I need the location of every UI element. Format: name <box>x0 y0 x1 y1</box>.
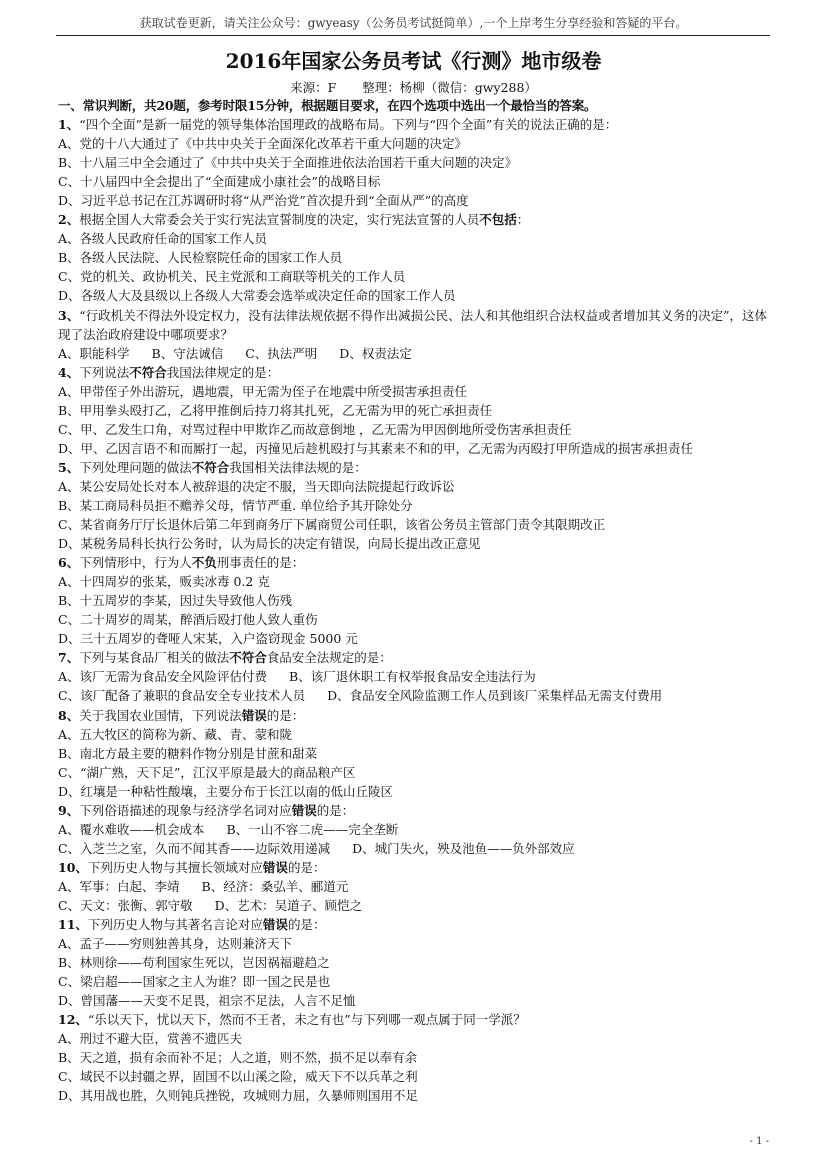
question-text: 关于我国农业国情，下列说法 <box>79 707 242 723</box>
question-stem <box>58 210 770 229</box>
question-text-tail: 的是： <box>287 859 326 875</box>
question-stem <box>58 648 770 667</box>
option-c: C、执法严明 <box>245 345 318 361</box>
question-emphasis: 不符合 <box>229 650 267 666</box>
option-b: B、天之道，损有余而补不足；人之道，则不然，损不足以奉有余 <box>58 1050 418 1066</box>
question-stem <box>58 1010 770 1029</box>
question-stem <box>58 363 770 382</box>
option-a: A、党的十八大通过了《中共中央关于全面深化改革若干重大问题的决定》 <box>58 136 468 152</box>
header-notice: 获取试卷更新，请关注公众号：gwyeasy（公务员考试挺简单）,一个上岸考生分享经验和答疑的平台。 <box>139 16 688 30</box>
question-number: 7、 <box>58 650 80 666</box>
option-a: A、覆水难收——机会成本 <box>58 821 205 837</box>
option-d: D、权责法定 <box>339 345 412 361</box>
question-stem <box>58 458 770 477</box>
question-text: 下列历史人物与其擅长领域对应 <box>87 859 263 875</box>
question-number: 11、 <box>58 917 88 933</box>
option-c: C、梁启超——国家之主人为谁？即一国之民是也 <box>58 974 331 990</box>
editor-label: 整理：杨柳（微信：gwy288） <box>362 80 537 95</box>
option-d: D、城门失火，殃及池鱼——负外部效应 <box>352 840 575 856</box>
question-number: 5、 <box>58 459 80 475</box>
document-title: 2016年国家公务员考试《行测》地市级卷 <box>225 49 602 73</box>
option-a: A、该厂无需为食品安全风险评估付费 <box>58 669 268 685</box>
question-text: 下列说法 <box>79 364 130 380</box>
option-c: C、二十周岁的周某，醉酒后殴打他人致人重伤 <box>58 612 318 628</box>
question-emphasis: 错误 <box>262 859 288 875</box>
question-stem <box>58 306 770 344</box>
question-text-tail: 我国相关法律法规的是： <box>229 459 367 475</box>
option-c: C、某省商务厅厅长退休后第二年到商务厅下属商贸公司任职，该省公务员主管部门责令其限期改正 <box>58 517 606 533</box>
question-number: 9、 <box>58 802 80 818</box>
option-d: D、甲、乙因言语不和而厮打一起，丙撞见后趁机殴打与其素来不和的甲，乙无需为丙殴打甲所造成的损害承担责任 <box>58 440 694 456</box>
question-stem <box>58 553 770 572</box>
option-a: A、孟子——穷则独善其身，达则兼济天下 <box>58 936 293 952</box>
question-text: 根据全国人大常委会关于实行宪法宣誓制度的决定，实行宪法宣誓的人员 <box>79 212 480 228</box>
question-emphasis: 错误 <box>262 917 288 933</box>
question-number: 10、 <box>58 859 88 875</box>
section-heading: 一、常识判断，共20题，参考时限15分钟，根据题目要求，在四个选项中选出一个最恰当的答案。 <box>58 98 597 113</box>
option-a: A、十四周岁的张某，贩卖冰毒 0.2 克 <box>58 574 270 590</box>
question-text-tail: 我国法律规定的是： <box>166 364 280 380</box>
option-c: C、天文：张衡、郭守敬 <box>58 897 193 913</box>
option-b: B、一山不容二虎——完全垄断 <box>226 821 399 837</box>
option-d: D、曾国藩——天变不足畏，祖宗不足法，人言不足恤 <box>58 993 356 1009</box>
option-b: B、南北方最主要的糖料作物分别是甘蔗和甜菜 <box>58 745 318 761</box>
option-a: A、刑过不避大臣，赏善不遗匹夫 <box>58 1031 243 1047</box>
question-emphasis: 不符合 <box>129 364 167 380</box>
option-row <box>58 667 770 686</box>
header-divider <box>56 35 770 36</box>
question-number: 2、 <box>58 212 80 228</box>
option-c: C、“湖广熟，天下足”，江汉平原是最大的商品粮产区 <box>58 764 356 780</box>
question-number: 1、 <box>58 117 80 133</box>
option-d: D、艺术：吴道子、顾恺之 <box>214 897 363 913</box>
option-b: B、十八届三中全会通过了《中共中央关于全面推进依法治国若干重大问题的决定》 <box>58 155 518 171</box>
question-emphasis: 错误 <box>241 707 267 723</box>
option-b: B、经济：桑弘羊、郦道元 <box>201 878 349 894</box>
question-text-tail: ： <box>516 212 530 228</box>
question-text-tail: 食品安全法规定的是： <box>266 650 392 666</box>
option-d: D、各级人大及县级以上各级人大常委会选举或决定任命的国家工作人员 <box>58 288 456 304</box>
option-a: A、五大牧区的简称为新、藏、青、蒙和陇 <box>58 726 293 742</box>
question-stem <box>58 115 770 134</box>
option-d: D、红壤是一种粘性酸壤，主要分布于长江以南的低山丘陵区 <box>58 783 394 799</box>
option-row <box>58 839 770 858</box>
option-b: B、各级人民法院、人民检察院任命的国家工作人员 <box>58 250 343 266</box>
question-emphasis: 不负 <box>191 555 217 571</box>
option-a: A、职能科学 <box>58 345 130 361</box>
option-b: B、林则徐——苟利国家生死以，岂因祸福避趋之 <box>58 955 330 971</box>
question-number: 12、 <box>58 1012 88 1028</box>
option-b: B、十五周岁的李某，因过失导致他人伤残 <box>58 593 293 609</box>
option-c: C、党的机关、政协机关、民主党派和工商联等机关的工作人员 <box>58 269 406 285</box>
question-text-tail: 的是： <box>287 917 326 933</box>
option-c: C、十八届四中全会提出了“全面建成小康社会”的战略目标 <box>58 174 381 190</box>
option-c: C、该厂配备了兼职的食品安全专业技术人员 <box>58 688 306 704</box>
option-d: D、其用战也胜，久则钝兵挫锐，攻城则力屈，久暴师则国用不足 <box>58 1088 419 1104</box>
option-b: B、守法诚信 <box>151 345 224 361</box>
source-label: 来源：F <box>290 80 337 95</box>
option-row <box>58 877 770 896</box>
question-text: 下列历史人物与其著名言论对应 <box>87 917 263 933</box>
option-c: C、域民不以封疆之界，固国不以山溪之险，威天下不以兵革之利 <box>58 1069 418 1085</box>
option-row <box>58 820 770 839</box>
option-d: D、习近平总书记在江苏调研时将“从严治党”首次提升到“全面从严”的高度 <box>58 193 469 209</box>
option-row <box>58 896 770 915</box>
option-d: D、食品安全风险监测工作人员到该厂采集样品无需支付费用 <box>327 688 663 704</box>
question-text: “乐以天下，忧以天下，然而不王者，未之有也”与下列哪一观点属于同一学派？ <box>87 1012 526 1028</box>
question-stem <box>58 801 770 820</box>
question-text: “四个全面”是新一届党的领导集体治国理政的战略布局。下列与“四个全面”有关的说法正确的是： <box>79 117 618 133</box>
document-subtitle <box>0 78 827 96</box>
question-number: 4、 <box>58 364 80 380</box>
question-text: 下列处理问题的做法 <box>79 459 192 475</box>
question-emphasis: 不包括 <box>479 212 517 228</box>
question-text: 下列与某食品厂相关的做法 <box>79 650 230 666</box>
option-b: B、甲用拳头殴打乙，乙将甲推倒后持刀将其扎死，乙无需为甲的死亡承担责任 <box>58 402 493 418</box>
question-emphasis: 不符合 <box>191 459 230 475</box>
option-a: A、军事：白起、李靖 <box>58 878 180 894</box>
option-row <box>58 686 770 705</box>
option-row <box>58 344 770 363</box>
question-stem <box>58 915 770 934</box>
option-a: A、某公安局处长对本人被辞退的决定不服，当天即向法院提起行政诉讼 <box>58 478 455 494</box>
question-number: 6、 <box>58 555 80 571</box>
question-number: 8、 <box>58 707 80 723</box>
option-b: B、该厂退休职工有权举报食品安全违法行为 <box>289 669 536 685</box>
question-stem <box>58 858 770 877</box>
question-text-tail: 的是： <box>316 802 355 818</box>
question-number: 3、 <box>58 307 80 323</box>
page-number: - 1 - <box>749 1136 769 1147</box>
question-text: “行政机关不得法外设定权力，没有法律法规依据不得作出减损公民、法人和其他组织合法权益或者增加其义务的决定”，这体现了法治政府建设中哪项要求？ <box>58 307 767 342</box>
option-b: B、某工商局科员拒不赡养父母，情节严重. 单位给予其开除处分 <box>58 497 413 513</box>
document-body <box>58 96 770 1105</box>
question-text: 下列情形中，行为人 <box>79 555 192 571</box>
option-a: A、各级人民政府任命的国家工作人员 <box>58 231 268 247</box>
option-c: C、甲、乙发生口角，对骂过程中甲欺诈乙而故意倒地 ，乙无需为甲因倒地所受伤害承担责任 <box>58 421 572 437</box>
question-stem <box>58 706 770 725</box>
question-text-tail: 刑事责任的是： <box>216 555 305 571</box>
option-d: D、三十五周岁的聋哑人宋某，入户盗窃现金 5000 元 <box>58 631 358 647</box>
question-text: 下列俗语描述的现象与经济学名词对应 <box>79 802 292 818</box>
question-text-tail: 的是： <box>266 707 305 723</box>
option-d: D、某税务局科长执行公务时，认为局长的决定有错误，向局长提出改正意见 <box>58 536 481 552</box>
option-c: C、入芝兰之室，久而不闻其香——边际效用递减 <box>58 840 331 856</box>
question-emphasis: 错误 <box>291 802 317 818</box>
option-a: A、甲带侄子外出游玩，遇地震，甲无需为侄子在地震中所受损害承担责任 <box>58 383 468 399</box>
